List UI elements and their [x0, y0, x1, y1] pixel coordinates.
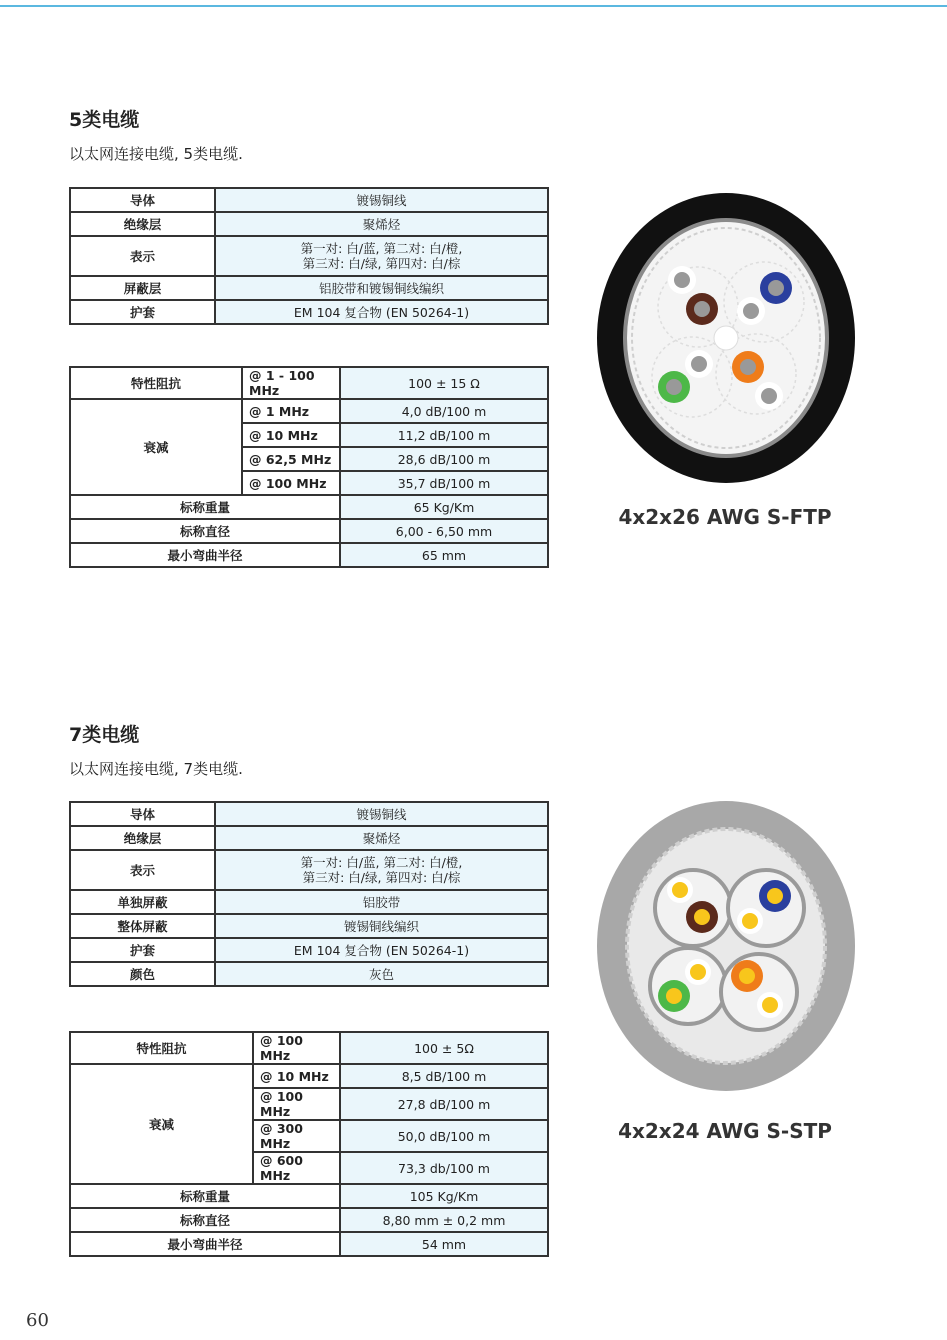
conductor [743, 303, 759, 319]
impedance-label: 特性阻抗 [70, 1032, 253, 1064]
value-line: 第三对: 白/绿, 第四对: 白/棕 [302, 256, 461, 271]
conductor [666, 379, 682, 395]
row-label: 表示 [70, 236, 215, 276]
table-row [70, 188, 548, 212]
attenuation-label: 衰减 [70, 1064, 253, 1184]
cat7-title: 7类电缆 [69, 724, 140, 746]
row-value: 铝胶带 [215, 890, 548, 914]
top-accent-line [0, 5, 947, 7]
conductor [762, 997, 778, 1013]
attenuation-value: 4,0 dB/100 m [340, 399, 548, 423]
row-label: 绝缘层 [70, 212, 215, 236]
bend-radius-label: 最小弯曲半径 [70, 1232, 340, 1256]
cat7-cable-name: 4x2x24 AWG S-STP [618, 1119, 832, 1143]
attenuation-freq: @ 1 MHz [242, 399, 340, 423]
row-value: EM 104 复合物 (EN 50264-1) [215, 938, 548, 962]
row-label: 护套 [70, 300, 215, 324]
row-value: EM 104 复合物 (EN 50264-1) [215, 300, 548, 324]
attenuation-freq: @ 10 MHz [253, 1064, 340, 1088]
conductor [768, 280, 784, 296]
conductor [761, 388, 777, 404]
diameter-value: 8,80 mm ± 0,2 mm [340, 1208, 548, 1232]
row-label: 绝缘层 [70, 826, 215, 850]
cat5-title: 5类电缆 [69, 109, 140, 131]
table-row [70, 1184, 548, 1208]
impedance-label: 特性阻抗 [70, 367, 242, 399]
page-number: 60 [26, 1310, 49, 1331]
table-row [70, 543, 548, 567]
row-label: 单独屏蔽 [70, 890, 215, 914]
table-row [70, 1232, 548, 1256]
table-row [70, 802, 548, 826]
bend-radius-value: 65 mm [340, 543, 548, 567]
attenuation-value: 27,8 dB/100 m [340, 1088, 548, 1120]
attenuation-freq: @ 62,5 MHz [242, 447, 340, 471]
table-row [70, 962, 548, 986]
diameter-label: 标称直径 [70, 1208, 340, 1232]
value-line: 第三对: 白/绿, 第四对: 白/棕 [302, 870, 461, 885]
row-label: 屏蔽层 [70, 276, 215, 300]
impedance-value: 100 ± 15 Ω [340, 367, 548, 399]
weight-value: 105 Kg/Km [340, 1184, 548, 1208]
conductor [690, 964, 706, 980]
bend-radius-value: 54 mm [340, 1232, 548, 1256]
row-value: 聚烯烃 [215, 212, 548, 236]
conductor [694, 909, 710, 925]
conductor [767, 888, 783, 904]
table-row [70, 938, 548, 962]
cat7-electrical-table [69, 1031, 549, 1257]
weight-label: 标称重量 [70, 495, 340, 519]
row-label: 导体 [70, 802, 215, 826]
value-line: 第一对: 白/蓝, 第二对: 白/橙, [300, 855, 463, 870]
weight-label: 标称重量 [70, 1184, 340, 1208]
cat5-electrical-table [69, 366, 549, 568]
impedance-freq: @ 100 MHz [253, 1032, 340, 1064]
diameter-value: 6,00 - 6,50 mm [340, 519, 548, 543]
overall-braid [627, 829, 825, 1063]
conductor [674, 272, 690, 288]
attenuation-freq: @ 100 MHz [242, 471, 340, 495]
row-value [215, 850, 548, 890]
row-label: 整体屏蔽 [70, 914, 215, 938]
row-value: 镀锡铜线编织 [215, 914, 548, 938]
impedance-value: 100 ± 5Ω [340, 1032, 548, 1064]
table-row [70, 276, 548, 300]
pair-foil [650, 948, 726, 1024]
row-label: 导体 [70, 188, 215, 212]
core-filler [714, 326, 738, 350]
attenuation-freq: @ 100 MHz [253, 1088, 340, 1120]
row-value: 灰色 [215, 962, 548, 986]
cat5-construction-table [69, 187, 549, 325]
table-row [70, 367, 548, 399]
attenuation-value: 11,2 dB/100 m [340, 423, 548, 447]
conductor [739, 968, 755, 984]
cat5-cable-cross-section [596, 192, 856, 484]
conductor [742, 913, 758, 929]
table-row [70, 399, 548, 423]
attenuation-value: 73,3 db/100 m [340, 1152, 548, 1184]
table-row [70, 914, 548, 938]
attenuation-freq: @ 300 MHz [253, 1120, 340, 1152]
row-label: 护套 [70, 938, 215, 962]
table-row [70, 1032, 548, 1064]
cat7-construction-table [69, 801, 549, 987]
table-row [70, 1208, 548, 1232]
table-row [70, 236, 548, 276]
attenuation-value: 28,6 dB/100 m [340, 447, 548, 471]
row-value [215, 236, 548, 276]
attenuation-value: 8,5 dB/100 m [340, 1064, 548, 1088]
cat5-subtitle: 以太网连接电缆, 5类电缆. [69, 145, 243, 163]
bend-radius-label: 最小弯曲半径 [70, 543, 340, 567]
conductor [740, 359, 756, 375]
diameter-label: 标称直径 [70, 519, 340, 543]
row-value: 镀锡铜线 [215, 802, 548, 826]
attenuation-freq: @ 10 MHz [242, 423, 340, 447]
table-row [70, 212, 548, 236]
conductor [694, 301, 710, 317]
weight-value: 65 Kg/Km [340, 495, 548, 519]
value-line: 第一对: 白/蓝, 第二对: 白/橙, [300, 241, 463, 256]
attenuation-freq: @ 600 MHz [253, 1152, 340, 1184]
attenuation-value: 35,7 dB/100 m [340, 471, 548, 495]
conductor [666, 988, 682, 1004]
cat7-subtitle: 以太网连接电缆, 7类电缆. [69, 760, 243, 778]
pair-foil [721, 954, 797, 1030]
row-label: 颜色 [70, 962, 215, 986]
table-row [70, 519, 548, 543]
row-label: 表示 [70, 850, 215, 890]
conductor [691, 356, 707, 372]
cat7-cable-cross-section [596, 800, 856, 1092]
table-row [70, 300, 548, 324]
table-row [70, 495, 548, 519]
impedance-freq: @ 1 - 100 MHz [242, 367, 340, 399]
cat5-cable-name: 4x2x26 AWG S-FTP [618, 505, 832, 529]
attenuation-value: 50,0 dB/100 m [340, 1120, 548, 1152]
row-value: 聚烯烃 [215, 826, 548, 850]
table-row [70, 826, 548, 850]
row-value: 镀锡铜线 [215, 188, 548, 212]
table-row [70, 890, 548, 914]
conductor [672, 882, 688, 898]
attenuation-label: 衰减 [70, 399, 242, 495]
table-row [70, 850, 548, 890]
row-value: 铝胶带和镀锡铜线编织 [215, 276, 548, 300]
table-row [70, 1064, 548, 1088]
